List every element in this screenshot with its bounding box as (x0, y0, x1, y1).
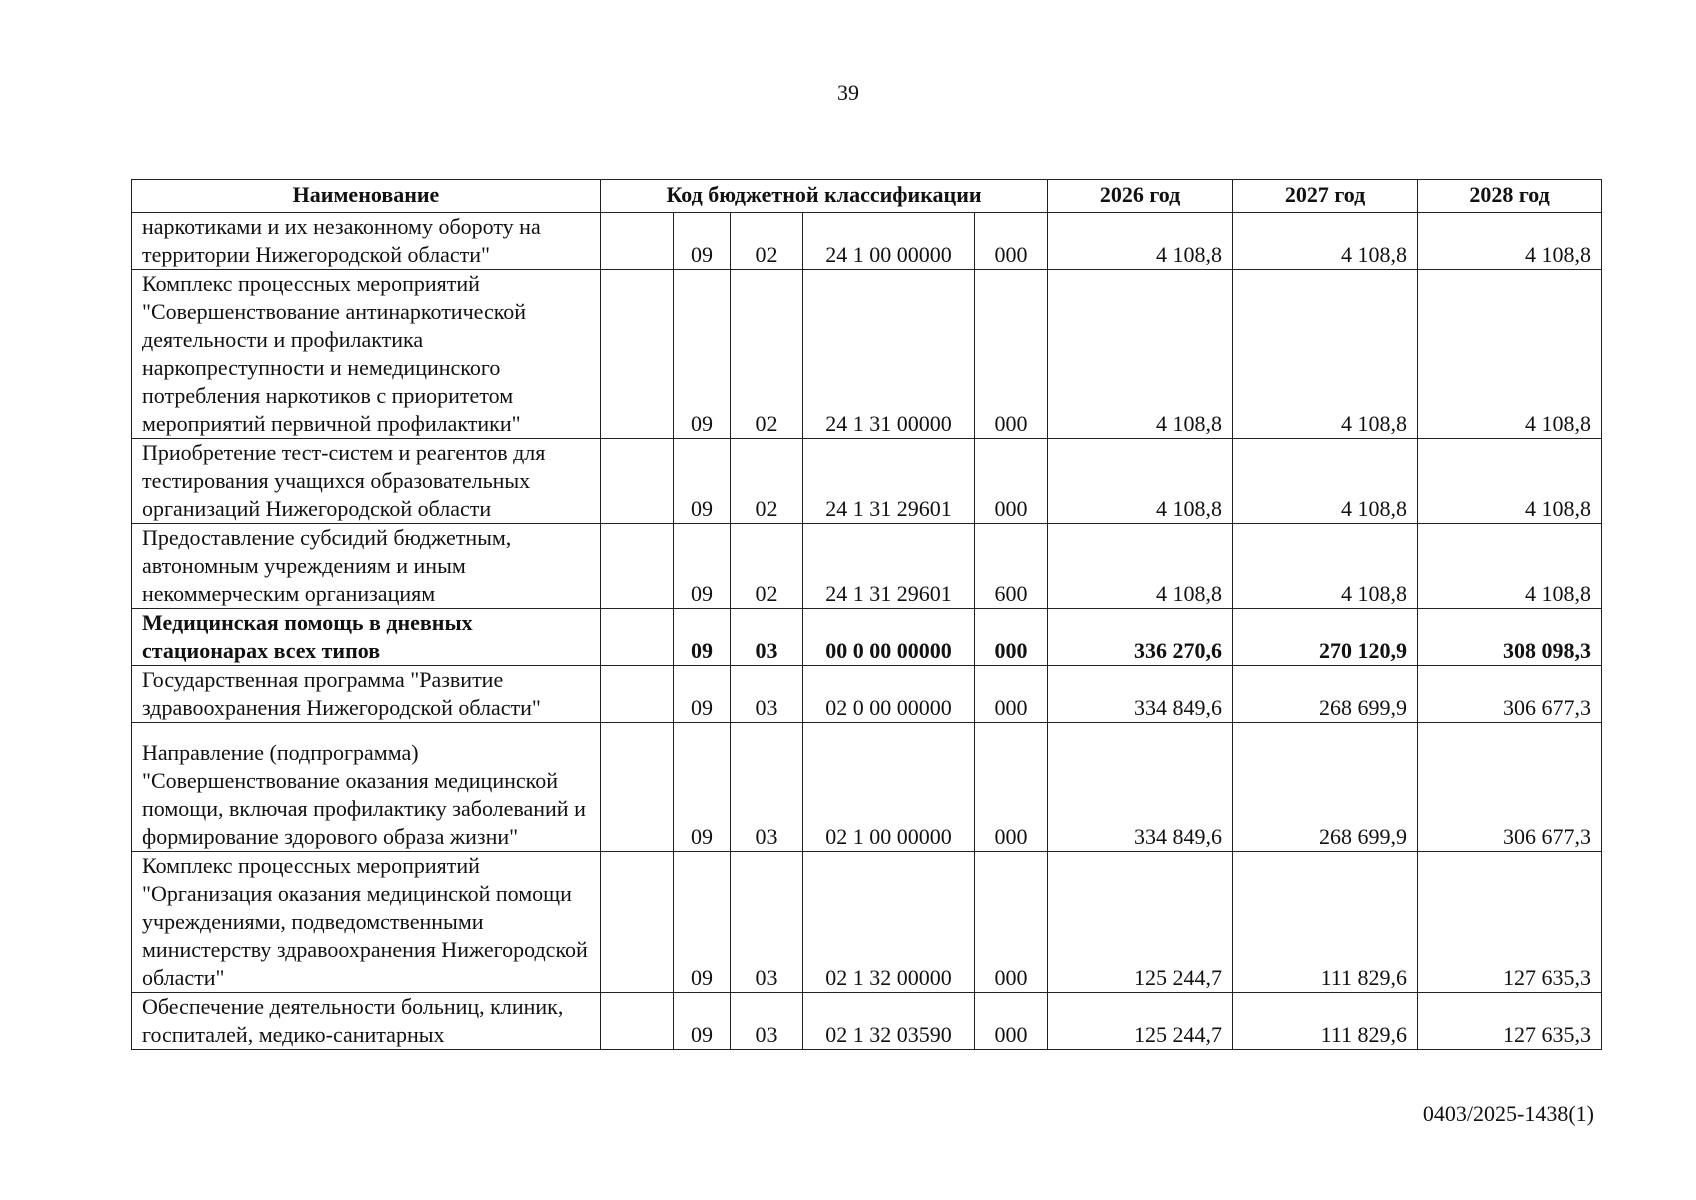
cell-target-article: 24 1 31 29601 (803, 524, 975, 609)
cell-subsection: 03 (731, 609, 803, 666)
cell-subsection: 03 (731, 852, 803, 993)
document-number: 0403/2025-1438(1) (1422, 1101, 1594, 1126)
header-code: Код бюджетной классификации (601, 180, 1048, 213)
cell-expense-type: 000 (975, 213, 1048, 270)
cell-code-blank (601, 270, 674, 439)
cell-subsection: 02 (731, 524, 803, 609)
cell-name: наркотиками и их незаконному обороту на территории Нижегородской области" (132, 213, 601, 270)
cell-expense-type: 600 (975, 524, 1048, 609)
cell-expense-type: 000 (975, 666, 1048, 723)
cell-target-article: 02 1 32 00000 (803, 852, 975, 993)
cell-target-article: 24 1 31 29601 (803, 439, 975, 524)
cell-2027: 268 699,9 (1233, 666, 1418, 723)
cell-subsection: 03 (731, 666, 803, 723)
cell-2028: 306 677,3 (1418, 666, 1602, 723)
cell-code-blank (601, 852, 674, 993)
cell-2026: 4 108,8 (1048, 439, 1233, 524)
budget-table (131, 179, 1602, 1050)
cell-name: Комплекс процессных мероприятий "Организация оказания медицинской помощи учреждениями, подведомственными министерству здравоохранения Нижегородской области" (132, 852, 601, 993)
cell-2026: 125 244,7 (1048, 852, 1233, 993)
table-row (132, 270, 1602, 439)
header-row (132, 180, 1602, 213)
cell-2027: 270 120,9 (1233, 609, 1418, 666)
cell-expense-type: 000 (975, 439, 1048, 524)
cell-name: Направление (подпрограмма) "Совершенствование оказания медицинской помощи, включая профилактику заболеваний и формирование здорового образа жизни" (132, 723, 601, 852)
cell-subsection: 02 (731, 439, 803, 524)
table-row (132, 993, 1602, 1050)
cell-2026: 334 849,6 (1048, 666, 1233, 723)
cell-2027: 4 108,8 (1233, 524, 1418, 609)
cell-subsection: 03 (731, 993, 803, 1050)
cell-code-blank (601, 524, 674, 609)
cell-2026: 4 108,8 (1048, 213, 1233, 270)
cell-subsection: 02 (731, 213, 803, 270)
table-row (132, 609, 1602, 666)
cell-section: 09 (674, 213, 731, 270)
cell-2028: 4 108,8 (1418, 439, 1602, 524)
cell-name: Комплекс процессных мероприятий "Совершенствование антинаркотической деятельности и профилактика наркопреступности и немедицинского потребления наркотиков с приоритетом мероприятий первичной профилактики" (132, 270, 601, 439)
cell-code-blank (601, 609, 674, 666)
cell-section: 09 (674, 666, 731, 723)
cell-section: 09 (674, 609, 731, 666)
cell-2026: 125 244,7 (1048, 993, 1233, 1050)
header-2027: 2027 год (1233, 180, 1418, 213)
cell-code-blank (601, 723, 674, 852)
cell-expense-type: 000 (975, 852, 1048, 993)
cell-section: 09 (674, 439, 731, 524)
cell-2026: 336 270,6 (1048, 609, 1233, 666)
cell-2028: 306 677,3 (1418, 723, 1602, 852)
cell-section: 09 (674, 524, 731, 609)
cell-section: 09 (674, 270, 731, 439)
cell-name: Государственная программа "Развитие здравоохранения Нижегородской области" (132, 666, 601, 723)
cell-code-blank (601, 666, 674, 723)
table-row (132, 524, 1602, 609)
cell-2028: 127 635,3 (1418, 852, 1602, 993)
cell-expense-type: 000 (975, 609, 1048, 666)
cell-target-article: 24 1 31 00000 (803, 270, 975, 439)
cell-expense-type: 000 (975, 993, 1048, 1050)
header-2026: 2026 год (1048, 180, 1233, 213)
table-row (132, 213, 1602, 270)
cell-code-blank (601, 439, 674, 524)
cell-target-article: 24 1 00 00000 (803, 213, 975, 270)
cell-2027: 4 108,8 (1233, 270, 1418, 439)
cell-name: Обеспечение деятельности больниц, клиник, госпиталей, медико-санитарных (132, 993, 601, 1050)
cell-name: Медицинская помощь в дневных стационарах всех типов (132, 609, 601, 666)
cell-expense-type: 000 (975, 270, 1048, 439)
cell-target-article: 02 1 00 00000 (803, 723, 975, 852)
cell-code-blank (601, 993, 674, 1050)
cell-2027: 4 108,8 (1233, 439, 1418, 524)
table-body (132, 213, 1602, 1050)
cell-2027: 268 699,9 (1233, 723, 1418, 852)
header-2028: 2028 год (1418, 180, 1602, 213)
table-row (132, 852, 1602, 993)
cell-subsection: 02 (731, 270, 803, 439)
cell-target-article: 02 0 00 00000 (803, 666, 975, 723)
cell-target-article: 02 1 32 03590 (803, 993, 975, 1050)
cell-code-blank (601, 213, 674, 270)
cell-2028: 127 635,3 (1418, 993, 1602, 1050)
cell-2028: 4 108,8 (1418, 213, 1602, 270)
cell-section: 09 (674, 852, 731, 993)
cell-subsection: 03 (731, 723, 803, 852)
table-row (132, 439, 1602, 524)
table-row (132, 723, 1602, 852)
cell-name: Предоставление субсидий бюджетным, автономным учреждениям и иным некоммерческим организациям (132, 524, 601, 609)
cell-2027: 4 108,8 (1233, 213, 1418, 270)
header-name: Наименование (132, 180, 601, 213)
cell-2027: 111 829,6 (1233, 852, 1418, 993)
cell-expense-type: 000 (975, 723, 1048, 852)
cell-section: 09 (674, 993, 731, 1050)
cell-name: Приобретение тест-систем и реагентов для тестирования учащихся образовательных организаций Нижегородской области (132, 439, 601, 524)
cell-2027: 111 829,6 (1233, 993, 1418, 1050)
table-row (132, 666, 1602, 723)
cell-2026: 334 849,6 (1048, 723, 1233, 852)
cell-2026: 4 108,8 (1048, 270, 1233, 439)
cell-2028: 4 108,8 (1418, 524, 1602, 609)
cell-2028: 308 098,3 (1418, 609, 1602, 666)
page-number: 39 (837, 80, 859, 105)
cell-2026: 4 108,8 (1048, 524, 1233, 609)
cell-section: 09 (674, 723, 731, 852)
cell-2028: 4 108,8 (1418, 270, 1602, 439)
cell-target-article: 00 0 00 00000 (803, 609, 975, 666)
